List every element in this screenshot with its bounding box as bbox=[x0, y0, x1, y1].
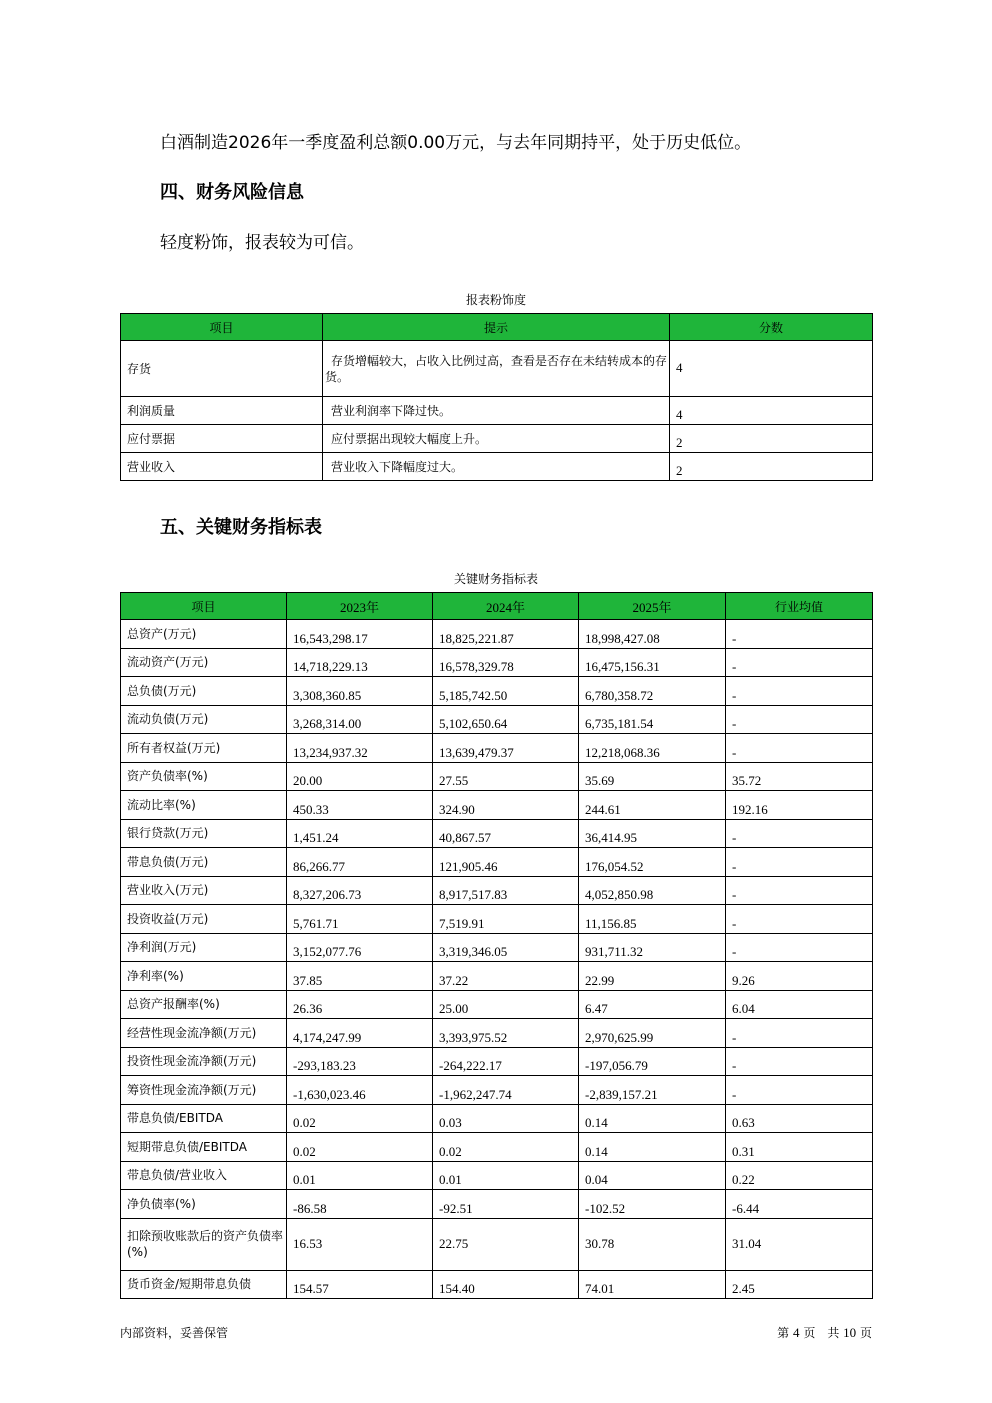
risk-item-cell: 存货 bbox=[121, 341, 323, 397]
risk-hint-cell: 营业收入下降幅度过大。 bbox=[323, 453, 670, 481]
footer-page-current: 4 bbox=[792, 1325, 800, 1340]
kpi-2024-cell: 7,519.91 bbox=[433, 905, 579, 934]
risk-header-score: 分数 bbox=[670, 314, 873, 341]
risk-score-cell: 2 bbox=[670, 425, 873, 453]
kpi-item-cell: 总负债(万元) bbox=[121, 677, 287, 706]
risk-table-header bbox=[121, 314, 873, 341]
kpi-item-cell: 所有者权益(万元) bbox=[121, 734, 287, 763]
kpi-2023-cell: 37.85 bbox=[287, 962, 433, 991]
kpi-2024-cell: 40,867.57 bbox=[433, 819, 579, 848]
section-4-summary: 轻度粉饰，报表较为可信。 bbox=[160, 233, 364, 253]
footer-left: 内部资料，妥善保管 bbox=[120, 1326, 229, 1340]
kpi-header-2024: 2024年 bbox=[433, 593, 579, 620]
kpi-item-cell: 净利润(万元) bbox=[121, 933, 287, 962]
risk-row bbox=[121, 425, 873, 453]
kpi-table-header bbox=[121, 593, 873, 620]
kpi-table-caption: 关键财务指标表 bbox=[453, 572, 538, 586]
kpi-industry-avg-cell: -6.44 bbox=[726, 1190, 873, 1219]
footer-page-number bbox=[777, 1325, 872, 1341]
kpi-2024-cell: -92.51 bbox=[433, 1190, 579, 1219]
kpi-2024-cell: 3,393,975.52 bbox=[433, 1019, 579, 1048]
risk-row bbox=[121, 453, 873, 481]
kpi-2025-cell: 16,475,156.31 bbox=[579, 648, 726, 677]
kpi-industry-avg-cell: 2.45 bbox=[726, 1270, 873, 1299]
kpi-row bbox=[121, 791, 873, 820]
intro-paragraph: 白酒制造2026年一季度盈利总额0.00万元，与去年同期持平，处于历史低位。 bbox=[160, 133, 752, 153]
kpi-industry-avg-cell: - bbox=[726, 933, 873, 962]
kpi-row bbox=[121, 905, 873, 934]
kpi-2025-cell: 74.01 bbox=[579, 1270, 726, 1299]
kpi-2025-cell: 244.61 bbox=[579, 791, 726, 820]
kpi-row bbox=[121, 1190, 873, 1219]
kpi-2024-cell: 27.55 bbox=[433, 762, 579, 791]
kpi-industry-avg-cell: 0.63 bbox=[726, 1104, 873, 1133]
kpi-2024-cell: -1,962,247.74 bbox=[433, 1076, 579, 1105]
kpi-item-cell: 货币资金/短期带息负债 bbox=[121, 1270, 287, 1299]
risk-row bbox=[121, 341, 873, 397]
kpi-industry-avg-cell: - bbox=[726, 705, 873, 734]
kpi-header-2023: 2023年 bbox=[287, 593, 433, 620]
kpi-row bbox=[121, 1133, 873, 1162]
kpi-2023-cell: -86.58 bbox=[287, 1190, 433, 1219]
risk-score-cell: 4 bbox=[670, 397, 873, 425]
kpi-2023-cell: 4,174,247.99 bbox=[287, 1019, 433, 1048]
kpi-2023-cell: -293,183.23 bbox=[287, 1047, 433, 1076]
kpi-row bbox=[121, 876, 873, 905]
kpi-item-cell: 资产负债率(%) bbox=[121, 762, 287, 791]
kpi-industry-avg-cell: - bbox=[726, 905, 873, 934]
kpi-2024-cell: 5,102,650.64 bbox=[433, 705, 579, 734]
footer-page-total: 10 bbox=[843, 1325, 857, 1340]
kpi-2023-cell: 14,718,229.13 bbox=[287, 648, 433, 677]
kpi-2025-cell: 11,156.85 bbox=[579, 905, 726, 934]
kpi-industry-avg-cell: 35.72 bbox=[726, 762, 873, 791]
kpi-row bbox=[121, 1104, 873, 1133]
kpi-industry-avg-cell: - bbox=[726, 1019, 873, 1048]
kpi-2024-cell: 5,185,742.50 bbox=[433, 677, 579, 706]
kpi-industry-avg-cell: - bbox=[726, 1047, 873, 1076]
risk-score-cell: 2 bbox=[670, 453, 873, 481]
kpi-2025-cell: 35.69 bbox=[579, 762, 726, 791]
kpi-industry-avg-cell: 0.31 bbox=[726, 1133, 873, 1162]
kpi-row bbox=[121, 762, 873, 791]
footer-page-prefix: 第 bbox=[777, 1326, 790, 1340]
kpi-header-2025: 2025年 bbox=[579, 593, 726, 620]
kpi-2023-cell: 450.33 bbox=[287, 791, 433, 820]
kpi-2024-cell: -264,222.17 bbox=[433, 1047, 579, 1076]
kpi-2024-cell: 37.22 bbox=[433, 962, 579, 991]
kpi-row bbox=[121, 1270, 873, 1299]
kpi-row bbox=[121, 1161, 873, 1190]
kpi-item-cell: 扣除预收账款后的资产负债率(%) bbox=[121, 1218, 287, 1270]
kpi-2025-cell: 22.99 bbox=[579, 962, 726, 991]
kpi-2023-cell: 3,268,314.00 bbox=[287, 705, 433, 734]
kpi-2025-cell: -102.52 bbox=[579, 1190, 726, 1219]
kpi-2025-cell: 36,414.95 bbox=[579, 819, 726, 848]
kpi-2025-cell: -197,056.79 bbox=[579, 1047, 726, 1076]
kpi-2024-cell: 22.75 bbox=[433, 1218, 579, 1270]
footer-page-suffix: 页 bbox=[859, 1326, 872, 1340]
kpi-item-cell: 短期带息负债/EBITDA bbox=[121, 1133, 287, 1162]
kpi-2025-cell: 0.14 bbox=[579, 1104, 726, 1133]
kpi-2023-cell: 0.01 bbox=[287, 1161, 433, 1190]
kpi-2025-cell: 931,711.32 bbox=[579, 933, 726, 962]
risk-hint-cell: 营业利润率下降过快。 bbox=[323, 397, 670, 425]
kpi-2024-cell: 13,639,479.37 bbox=[433, 734, 579, 763]
kpi-row bbox=[121, 705, 873, 734]
kpi-row bbox=[121, 819, 873, 848]
kpi-2024-cell: 0.01 bbox=[433, 1161, 579, 1190]
kpi-2025-cell: 6.47 bbox=[579, 990, 726, 1019]
kpi-row bbox=[121, 1019, 873, 1048]
kpi-item-cell: 带息负债/EBITDA bbox=[121, 1104, 287, 1133]
kpi-2024-cell: 18,825,221.87 bbox=[433, 620, 579, 649]
risk-table bbox=[120, 313, 873, 481]
kpi-industry-avg-cell: - bbox=[726, 1076, 873, 1105]
kpi-2024-cell: 16,578,329.78 bbox=[433, 648, 579, 677]
kpi-table bbox=[120, 592, 873, 1299]
risk-item-cell: 应付票据 bbox=[121, 425, 323, 453]
kpi-row bbox=[121, 990, 873, 1019]
kpi-item-cell: 营业收入(万元) bbox=[121, 876, 287, 905]
section-5-heading: 五、关键财务指标表 bbox=[160, 517, 322, 538]
kpi-2023-cell: 8,327,206.73 bbox=[287, 876, 433, 905]
kpi-2024-cell: 0.03 bbox=[433, 1104, 579, 1133]
kpi-item-cell: 总资产报酬率(%) bbox=[121, 990, 287, 1019]
kpi-2025-cell: -2,839,157.21 bbox=[579, 1076, 726, 1105]
risk-item-cell: 利润质量 bbox=[121, 397, 323, 425]
kpi-item-cell: 银行贷款(万元) bbox=[121, 819, 287, 848]
kpi-industry-avg-cell: - bbox=[726, 819, 873, 848]
kpi-item-cell: 带息负债(万元) bbox=[121, 848, 287, 877]
kpi-industry-avg-cell: - bbox=[726, 876, 873, 905]
kpi-2024-cell: 154.40 bbox=[433, 1270, 579, 1299]
kpi-2023-cell: -1,630,023.46 bbox=[287, 1076, 433, 1105]
kpi-header-item: 项目 bbox=[121, 593, 287, 620]
kpi-item-cell: 投资性现金流净额(万元) bbox=[121, 1047, 287, 1076]
kpi-row bbox=[121, 620, 873, 649]
kpi-item-cell: 流动负债(万元) bbox=[121, 705, 287, 734]
kpi-industry-avg-cell: - bbox=[726, 734, 873, 763]
kpi-2024-cell: 121,905.46 bbox=[433, 848, 579, 877]
kpi-row bbox=[121, 962, 873, 991]
kpi-2025-cell: 12,218,068.36 bbox=[579, 734, 726, 763]
risk-score-cell: 4 bbox=[670, 341, 873, 397]
kpi-2025-cell: 30.78 bbox=[579, 1218, 726, 1270]
kpi-industry-avg-cell: 0.22 bbox=[726, 1161, 873, 1190]
kpi-item-cell: 带息负债/营业收入 bbox=[121, 1161, 287, 1190]
kpi-2025-cell: 0.04 bbox=[579, 1161, 726, 1190]
kpi-2023-cell: 16,543,298.17 bbox=[287, 620, 433, 649]
kpi-2023-cell: 3,308,360.85 bbox=[287, 677, 433, 706]
kpi-2023-cell: 86,266.77 bbox=[287, 848, 433, 877]
kpi-item-cell: 净利率(%) bbox=[121, 962, 287, 991]
kpi-item-cell: 筹资性现金流净额(万元) bbox=[121, 1076, 287, 1105]
kpi-2023-cell: 5,761.71 bbox=[287, 905, 433, 934]
kpi-2025-cell: 2,970,625.99 bbox=[579, 1019, 726, 1048]
kpi-industry-avg-cell: 6.04 bbox=[726, 990, 873, 1019]
kpi-2024-cell: 8,917,517.83 bbox=[433, 876, 579, 905]
kpi-industry-avg-cell: 31.04 bbox=[726, 1218, 873, 1270]
kpi-2023-cell: 13,234,937.32 bbox=[287, 734, 433, 763]
kpi-item-cell: 流动比率(%) bbox=[121, 791, 287, 820]
kpi-item-cell: 总资产(万元) bbox=[121, 620, 287, 649]
kpi-2024-cell: 3,319,346.05 bbox=[433, 933, 579, 962]
risk-header-item: 项目 bbox=[121, 314, 323, 341]
kpi-item-cell: 投资收益(万元) bbox=[121, 905, 287, 934]
kpi-industry-avg-cell: - bbox=[726, 620, 873, 649]
risk-table-caption: 报表粉饰度 bbox=[465, 293, 526, 307]
risk-row bbox=[121, 397, 873, 425]
kpi-2025-cell: 6,780,358.72 bbox=[579, 677, 726, 706]
kpi-2023-cell: 20.00 bbox=[287, 762, 433, 791]
kpi-row bbox=[121, 648, 873, 677]
risk-item-cell: 营业收入 bbox=[121, 453, 323, 481]
kpi-2023-cell: 1,451.24 bbox=[287, 819, 433, 848]
kpi-2025-cell: 18,998,427.08 bbox=[579, 620, 726, 649]
kpi-2025-cell: 6,735,181.54 bbox=[579, 705, 726, 734]
kpi-2023-cell: 3,152,077.76 bbox=[287, 933, 433, 962]
kpi-industry-avg-cell: - bbox=[726, 848, 873, 877]
kpi-2025-cell: 176,054.52 bbox=[579, 848, 726, 877]
kpi-row bbox=[121, 1047, 873, 1076]
kpi-2024-cell: 0.02 bbox=[433, 1133, 579, 1162]
kpi-row bbox=[121, 734, 873, 763]
kpi-row bbox=[121, 1218, 873, 1270]
kpi-2025-cell: 0.14 bbox=[579, 1133, 726, 1162]
risk-header-hint: 提示 bbox=[323, 314, 670, 341]
kpi-2025-cell: 4,052,850.98 bbox=[579, 876, 726, 905]
kpi-2024-cell: 25.00 bbox=[433, 990, 579, 1019]
kpi-row bbox=[121, 1076, 873, 1105]
kpi-2023-cell: 154.57 bbox=[287, 1270, 433, 1299]
kpi-header-industry-avg: 行业均值 bbox=[726, 593, 873, 620]
kpi-industry-avg-cell: 192.16 bbox=[726, 791, 873, 820]
kpi-2023-cell: 16.53 bbox=[287, 1218, 433, 1270]
kpi-item-cell: 经营性现金流净额(万元) bbox=[121, 1019, 287, 1048]
kpi-2024-cell: 324.90 bbox=[433, 791, 579, 820]
risk-hint-cell: 应付票据出现较大幅度上升。 bbox=[323, 425, 670, 453]
footer-page-mid: 页 共 bbox=[803, 1326, 840, 1340]
kpi-2023-cell: 0.02 bbox=[287, 1104, 433, 1133]
kpi-2023-cell: 0.02 bbox=[287, 1133, 433, 1162]
section-4-heading: 四、财务风险信息 bbox=[160, 182, 304, 203]
kpi-industry-avg-cell: - bbox=[726, 648, 873, 677]
kpi-2023-cell: 26.36 bbox=[287, 990, 433, 1019]
kpi-row bbox=[121, 677, 873, 706]
kpi-row bbox=[121, 848, 873, 877]
risk-hint-cell: 存货增幅较大，占收入比例过高，查看是否存在未结转成本的存货。 bbox=[323, 341, 670, 397]
kpi-industry-avg-cell: - bbox=[726, 677, 873, 706]
kpi-item-cell: 净负债率(%) bbox=[121, 1190, 287, 1219]
kpi-item-cell: 流动资产(万元) bbox=[121, 648, 287, 677]
kpi-industry-avg-cell: 9.26 bbox=[726, 962, 873, 991]
kpi-row bbox=[121, 933, 873, 962]
